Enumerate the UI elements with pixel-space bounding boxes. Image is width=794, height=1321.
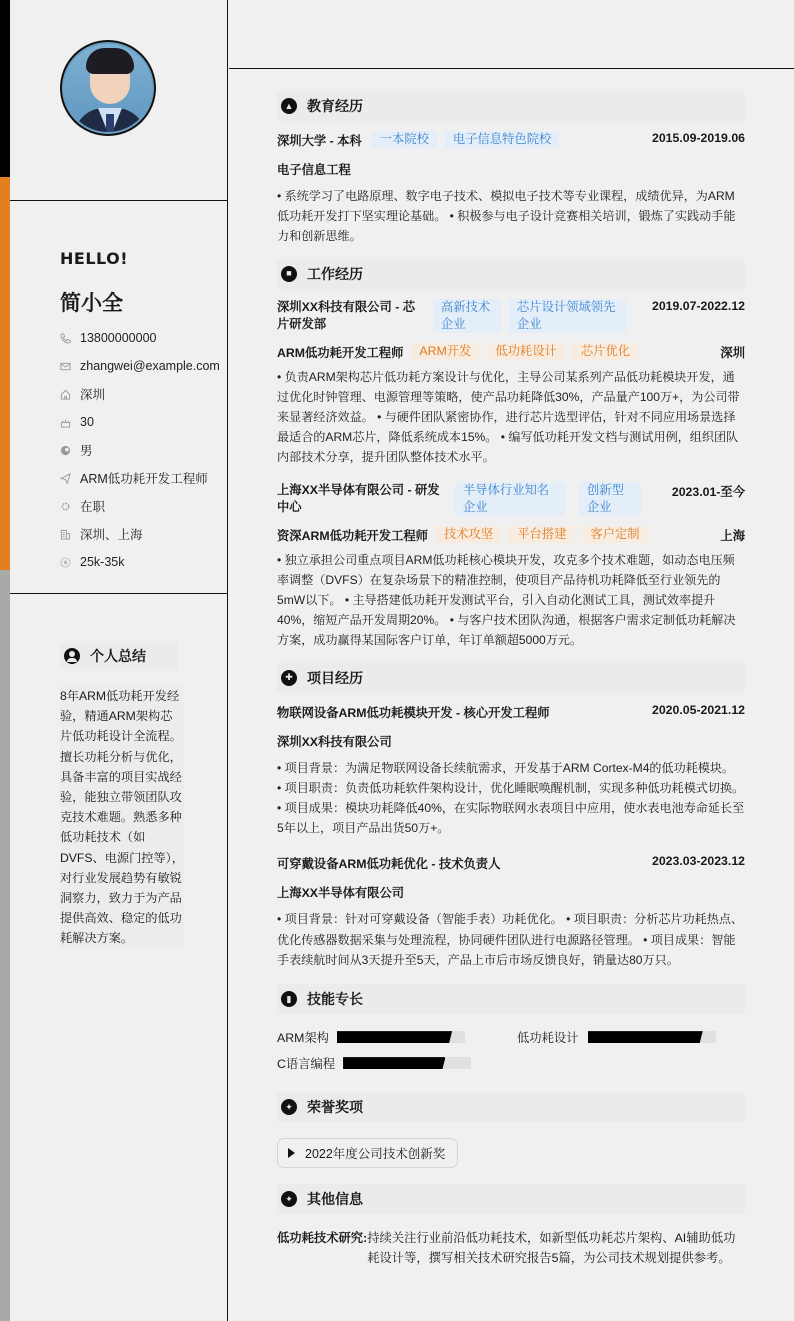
other-section (277, 1184, 745, 1268)
major: 电子信息工程 (277, 163, 351, 177)
project-line: • 项目背景：为满足物联网设备长续航需求，开发基于ARM Cortex-M4的低功耗模块。 (277, 760, 735, 775)
job-role: 资深ARM低功耗开发工程师 (277, 528, 428, 543)
project-company: 深圳XX科技有限公司 (277, 734, 392, 749)
work-item (277, 299, 745, 468)
candidate-name: 简小全 (60, 292, 123, 315)
contact-info-list (60, 324, 220, 576)
job-role: ARM低功耗开发工程师 (277, 345, 404, 360)
divider (10, 200, 228, 201)
work-city: 深圳 (720, 345, 745, 360)
work-date: 2023.01-至今 (671, 484, 745, 499)
grid-icon: ✚ (281, 670, 297, 686)
school-tag: 一本院校 (372, 131, 437, 148)
skill-item: ARM架构 (277, 1028, 517, 1046)
strip-black (0, 0, 10, 177)
role-tag: 平台搭建 (509, 526, 574, 543)
age-icon (60, 417, 80, 428)
info-job-target: ARM低功耗开发工程师 (60, 464, 220, 492)
projects-section (277, 663, 745, 970)
award-icon: ✦ (281, 1099, 297, 1115)
phone-icon (60, 333, 80, 344)
company-tag: 高新技术企业 (433, 299, 501, 333)
other-heading: ✦ 其他信息 (277, 1184, 745, 1214)
summary-heading: 个人总结 (60, 643, 178, 669)
project-company: 上海XX半导体有限公司 (277, 886, 405, 901)
awards-heading: ✦ 荣誉奖项 (277, 1092, 745, 1122)
award-item[interactable]: 2022年度公司技术创新奖 (277, 1138, 458, 1168)
skills-section (277, 984, 745, 1072)
company-name: 深圳XX科技有限公司 - 芯片研发部 (277, 299, 416, 331)
briefcase-icon: ■ (281, 266, 297, 282)
work-desc: • 负责ARM架构芯片低功耗方案设计与优化，主导公司某系列产品低功耗模块开发，通过优化时钟管理、电源管理等策略，使产品功耗降低30%，产品量产100万+，为公司带来显著经济效益。 • 与硬件团队紧密协作，进行芯片选型评估，针对不同应用场景选择最适合的ARM芯片，降低系统成本15%。 • 编写低功耗开发文档与测试用例，组织团队内部技术分享，提升团队整体技术水平。 (277, 369, 740, 465)
bar-chart-icon: ▮ (281, 991, 297, 1007)
main-content (229, 0, 794, 1321)
info-location: 深圳 (60, 380, 220, 408)
strip-gray (0, 570, 10, 1321)
divider (10, 593, 228, 594)
project-date: 2020.05-2021.12 (652, 702, 745, 717)
education-desc: • 系统学习了电路原理、数字电子技术、模拟电子技术等专业课程，成绩优异，为ARM低功耗开发打下坚实理论基础。 • 积极参与电子设计竞赛相关培训，锻炼了实践动手能力和创新思维。 (277, 189, 736, 244)
play-triangle-icon (288, 1148, 295, 1158)
mail-icon (60, 361, 80, 372)
education-section (277, 91, 745, 247)
work-heading: ■ 工作经历 (277, 259, 745, 289)
work-date: 2019.07-2022.12 (652, 298, 745, 313)
divider (229, 68, 794, 69)
home-icon (60, 389, 80, 400)
role-tag: 低功耗设计 (487, 343, 565, 360)
info-salary: 25k-35k (60, 548, 220, 576)
role-tag: ARM开发 (411, 343, 479, 360)
project-line: • 项目职责：负责低功耗软件架构设计，优化睡眠唤醒机制，实现多种低功耗模式切换。 (277, 780, 745, 795)
projects-heading: ✚ 项目经历 (277, 663, 745, 693)
project-line: • 项目成果：模块功耗降低40%，在实际物联网水表项目中应用，使水表电池寿命延长至5年以上，项目产品出货50万+。 (277, 801, 745, 836)
school-tag: 电子信息特色院校 (445, 131, 559, 148)
education-row (277, 131, 745, 149)
company-tag: 半导体行业知名企业 (455, 482, 565, 516)
skill-bar (337, 1031, 465, 1043)
skill-item: C语言编程 (277, 1054, 517, 1072)
skill-bar (588, 1031, 716, 1043)
user-icon (64, 648, 80, 664)
project-line: • 项目背景：针对可穿戴设备（智能手表）功耗优化。 • 项目职责：分析芯片功耗热点、优化传感器数据采集与处理流程，协同硬件团队进行电源路径管理。 • 项目成果：智能手表续航时间从3天提升至5天，产品上市后市场反馈良好，销量达80万只。 (277, 912, 744, 967)
salary-icon (60, 557, 80, 568)
send-icon (60, 473, 80, 484)
skills-heading: ▮ 技能专长 (277, 984, 745, 1014)
status-icon (60, 501, 80, 512)
info-gender: 男 (60, 436, 220, 464)
role-tag: 技术攻坚 (436, 526, 501, 543)
company-tag: 创新型企业 (579, 482, 641, 516)
sidebar (10, 0, 228, 1321)
summary-text: 8年ARM低功耗开发经验，精通ARM架构芯片低功耗设计全流程。擅长功耗分析与优化，具备丰富的项目实战经验，能独立带领团队攻克技术难题。熟悉多种低功耗技术（如DVFS、电源门控等），对行业发展趋势有敏锐洞察力，致力于为产品提供高效、稳定的低功耗解决方案。 (60, 686, 184, 949)
award-icon: ✦ (281, 1191, 297, 1207)
hello-heading: HELLO! (60, 249, 129, 268)
info-city: 深圳、上海 (60, 520, 220, 548)
skill-item: 低功耗设计 (517, 1028, 745, 1046)
skill-bar (343, 1057, 471, 1069)
work-city: 上海 (720, 528, 745, 543)
awards-section (277, 1092, 745, 1168)
school-name: 深圳大学 - 本科 (277, 134, 362, 148)
education-heading: ▲ 教育经历 (277, 91, 745, 121)
strip-orange (0, 177, 10, 570)
work-desc: • 独立承担公司重点项目ARM低功耗核心模块开发，攻克多个技术难题，如动态电压频率调整（DVFS）在复杂场景下的精准控制，使项目产品待机功耗降低至行业领先的5mW以下。 • 主导搭建低功耗开发测试平台，引入自动化测试工具，测试效率提升40%，缩短产品开发周期20%。 • 与客户技术团队沟通，根据客户需求定制低功耗解决方案，成功赢得某国际客户订单，年订单额超5000万元。 (277, 552, 736, 648)
graduation-cap-icon: ▲ (281, 98, 297, 114)
project-date: 2023.03-2023.12 (652, 854, 745, 869)
avatar (60, 40, 156, 136)
company-tag: 芯片设计领域领先企业 (509, 299, 627, 333)
role-tag: 客户定制 (582, 526, 647, 543)
work-section (277, 259, 745, 651)
info-phone: 13800000000 (60, 324, 220, 352)
project-item (277, 703, 745, 839)
info-age: 30 (60, 408, 220, 436)
education-date: 2015.09-2019.06 (652, 131, 745, 145)
info-email: zhangwei@example.com (60, 352, 220, 380)
project-item (277, 854, 745, 970)
project-name: 物联网设备ARM低功耗模块开发 - 核心开发工程师 (277, 705, 550, 720)
building-icon (60, 529, 80, 540)
other-item: 低功耗技术研究: 持续关注行业前沿低功耗技术，如新型低功耗芯片架构、AI辅助低功耗设计等，撰写相关技术研究报告5篇，为公司技术规划提供参考。 (277, 1231, 736, 1266)
work-item (277, 482, 745, 651)
project-name: 可穿戴设备ARM低功耗优化 - 技术负责人 (277, 857, 501, 872)
company-name: 上海XX半导体有限公司 - 研发中心 (277, 482, 440, 514)
info-status: 在职 (60, 492, 220, 520)
gender-icon (60, 445, 80, 456)
role-tag: 芯片优化 (573, 343, 638, 360)
